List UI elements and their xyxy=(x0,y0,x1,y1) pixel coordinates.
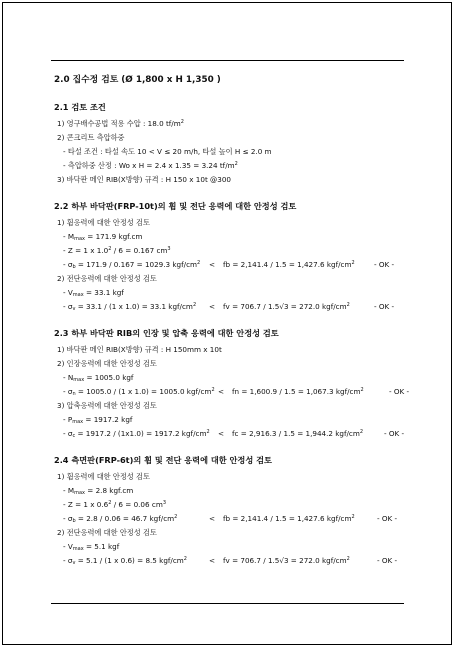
side-shear-check-label: 2) 전단응력에 대한 안정성 검토 xyxy=(57,528,157,537)
bending-compare: < xyxy=(209,260,216,269)
heading-2-4: 2.4 측면판(FRP-6t)의 휨 및 전단 응력에 대한 안정성 검토 xyxy=(54,455,272,465)
bending-check-label: 1) 휨응력에 대한 안정성 검토 xyxy=(57,218,150,227)
side-bending-compare: < xyxy=(209,514,216,523)
compression-stress: - $\sigma_c = 1917.2 / (1x1.0) = 1917.2$ kgf/$cm^2$ xyxy=(63,429,210,439)
compression-ok: - OK - xyxy=(384,429,405,438)
side-section-modulus: - Z = 1 x $0.6^2 / 6 = 0.06$ $cm^3$ xyxy=(63,500,167,509)
condition-water-pressure: 1) 영구배수공법 적용 수압 : 18.0 $tf/m^2$ xyxy=(57,119,184,128)
bending-stress: - $\sigma_b = 171.9 / 0.167 = 1029.3$ kgf/$cm^2$ xyxy=(63,260,201,270)
side-bending-stress: - $\sigma_b = 2.8 / 0.06 = 46.7$ kgf/$cm^2$ xyxy=(63,514,178,524)
tension-allowable: fn = 1,600.9 / 1.5 = 1,067.3 kgf/$cm^2$ xyxy=(232,387,364,396)
compression-max: - $P_{max} = 1917.2$ kgf xyxy=(63,415,133,425)
side-bending-ok: - OK - xyxy=(377,514,398,523)
compression-check-label: 3) 압축응력에 대한 안정성 검토 xyxy=(57,401,157,410)
side-shear-ok: - OK - xyxy=(377,556,398,565)
side-shear-allowable: fv = 706.7 / 1.5√3 = 272.0 kgf/$cm^2$ xyxy=(223,556,350,565)
tension-check-label: 2) 인장응력에 대한 안정성 검토 xyxy=(57,359,157,368)
shear-ok: - OK - xyxy=(374,302,395,311)
shear-stress: - $\sigma_v = 33.1 / (1$ x 1.0) = 33.1 kgf/$cm^2$ xyxy=(63,302,197,312)
heading-2-2: 2.2 하부 바닥판(FRP-10t)의 휨 및 전단 응력에 대한 안정성 검토 xyxy=(54,201,297,211)
document-page xyxy=(2,2,452,645)
tension-ok: - OK - xyxy=(389,387,410,396)
condition-lateral-load: - 측압하중 산정 : Wo x H = 2.4 x 1.35 = 3.24 $tf/m^2$ xyxy=(63,161,238,170)
bending-ok: - OK - xyxy=(374,260,395,269)
shear-allowable: fv = 706.7 / 1.5√3 = 272.0 kgf/$cm^2$ xyxy=(223,302,350,311)
top-rule xyxy=(51,60,404,61)
bottom-rule xyxy=(51,603,404,604)
section-title: 2.0 집수정 검토 (Ø 1,800 x H 1,350 ) xyxy=(54,75,221,85)
heading-2-3: 2.3 하부 바닥판 RIB의 인장 및 압축 응력에 대한 안정성 검토 xyxy=(54,328,279,338)
compression-allowable: fc = 2,916.3 / 1.5 = 1,944.2 kgf/$cm^2$ xyxy=(232,429,364,438)
side-bending-check-label: 1) 휨응력에 대한 안정성 검토 xyxy=(57,472,150,481)
shear-check-label: 2) 전단응력에 대한 안정성 검토 xyxy=(57,274,157,283)
bending-allowable: fb = 2,141.4 / 1.5 = 1,427.6 kgf/$cm^2$ xyxy=(223,260,355,269)
shear-compare: < xyxy=(209,302,216,311)
compression-compare: < xyxy=(218,429,225,438)
side-shear-stress: - $\sigma_v = 5.1 / (1$ x 0.6) = 8.5 kgf/$cm^2$ xyxy=(63,556,187,566)
heading-2-1: 2.1 검토 조건 xyxy=(54,102,106,112)
tension-stress: - $\sigma_n = 1005.0 / (1$ x 1.0) = 1005.0 kgf/$cm^2$ xyxy=(63,387,215,397)
tension-compare: < xyxy=(218,387,225,396)
side-shear-compare: < xyxy=(209,556,216,565)
side-moment-max: - $M_{max} = 2.8$ kgf.cm xyxy=(63,486,134,496)
side-bending-allowable: fb = 2,141.4 / 1.5 = 1,427.6 kgf/$cm^2$ xyxy=(223,514,355,523)
section-modulus: - Z = 1 x $1.0^2 / 6 = 0.167$ $cm^3$ xyxy=(63,246,171,255)
side-shear-max: - $V_{max} = 5.1$ kgf xyxy=(63,542,120,552)
shear-max: - $V_{max} = 33.1$ kgf xyxy=(63,288,124,298)
condition-pouring: - 타설 조건 : 타설 속도 10 < V ≤ 20 m/h, 타설 높이 H ≤ 2.0 m xyxy=(63,147,272,156)
moment-max: - $M_{max} = 171.9$ kgf.cm xyxy=(63,232,143,242)
rib-spec: 1) 바닥판 메인 RIB(X방향) 규격 : H 150mm x 10t xyxy=(57,345,222,354)
condition-concrete-pressure: 2) 콘크리트 측압하중 xyxy=(57,133,125,142)
tension-max: - $N_{max} = 1005.0$ kgf xyxy=(63,373,134,383)
condition-main-rib: 3) 바닥판 메인 RIB(X방향) 규격 : H 150 x 10t @300 xyxy=(57,175,231,184)
